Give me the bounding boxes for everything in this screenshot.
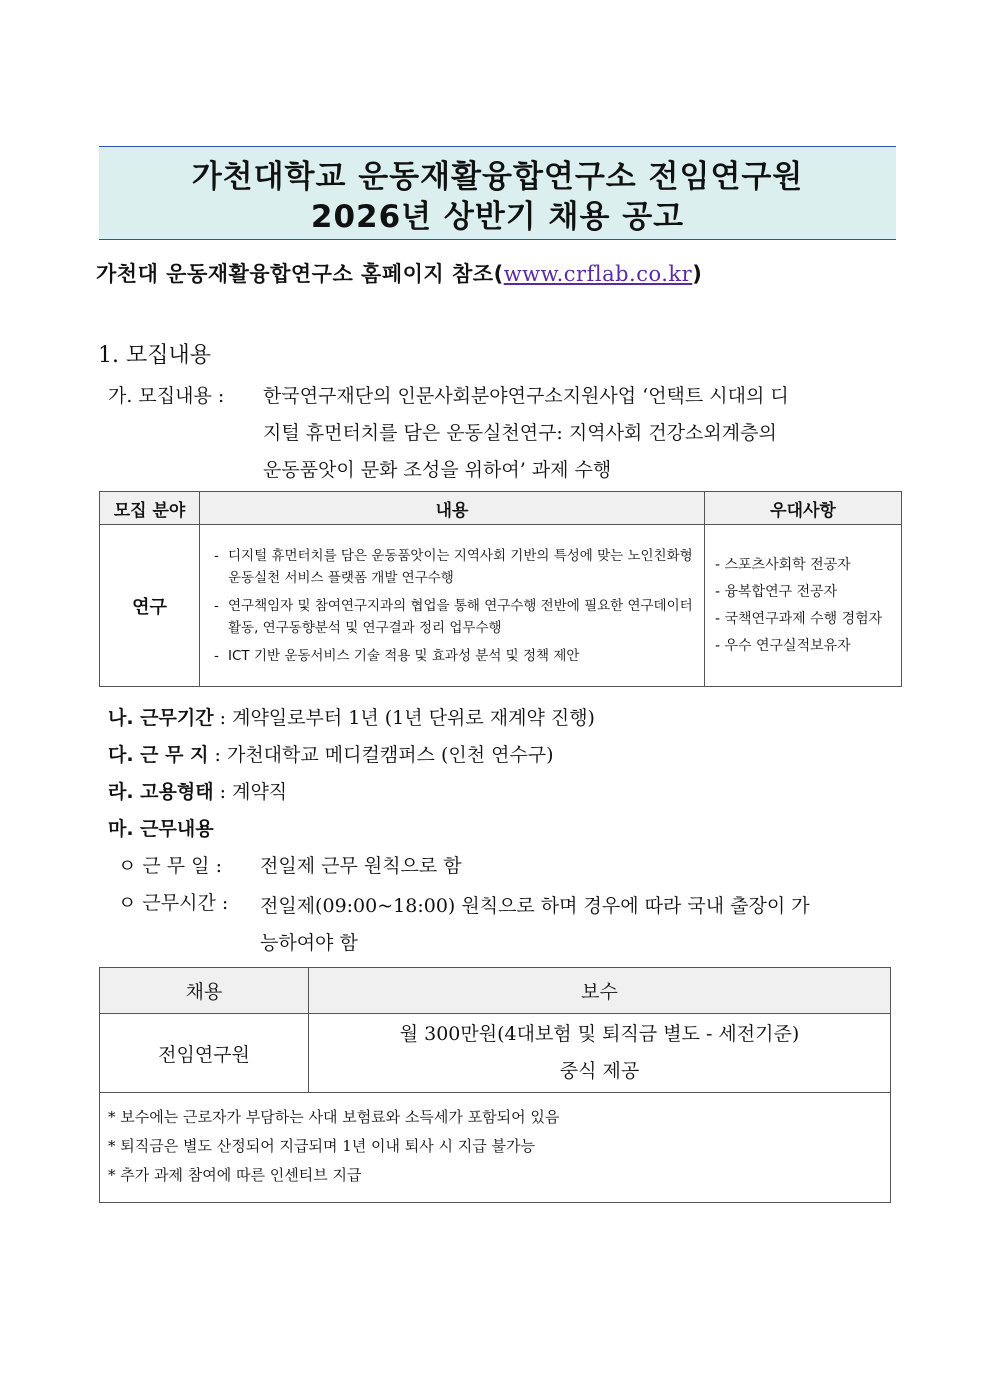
- item-ra-label: 라. 고용형태: [108, 781, 214, 803]
- preference-item: - 융복합연구 전공자: [715, 583, 838, 600]
- position-cell: 전임연구원: [100, 1014, 309, 1093]
- title-banner: [99, 146, 896, 240]
- item-ma: [108, 814, 214, 841]
- sub-workday-label: ㅇ 근 무 일 :: [118, 855, 222, 877]
- content-cell: [200, 525, 705, 687]
- item-ga-body: [263, 378, 898, 489]
- pay-line-2: 중식 제공: [559, 1060, 640, 1082]
- item-na: [108, 703, 595, 730]
- header-preference: 우대사항: [705, 492, 902, 525]
- sub-workhours-line-1: 전일제(09:00~18:00) 원칙으로 하며 경우에 따라 국내 출장이 가: [260, 895, 810, 917]
- notes-row: [100, 1093, 891, 1203]
- note-item: * 추가 과제 참여에 따른 인센티브 지급: [108, 1166, 362, 1184]
- item-ma-label: 마. 근무내용: [108, 818, 214, 840]
- item-ga-line-2: 지털 휴먼터치를 담은 운동실천연구: 지역사회 건강소외계층의: [263, 422, 777, 444]
- title-line-2: 2026년 상반기 채용 공고: [310, 199, 685, 235]
- header-pay: 보수: [309, 968, 891, 1014]
- pay-line-1: 월 300만원(4대보험 및 퇴직금 별도 - 세전기준): [399, 1023, 800, 1045]
- content-bullet: - 디지털 휴먼터치를 담은 운동품앗이는 지역사회 기반의 특성에 맞는 노인친화형 운동실천 서비스 플랫폼 개발 연구수행: [214, 547, 693, 586]
- item-da: [108, 740, 554, 767]
- content-bullet: - ICT 기반 운동서비스 기술 적용 및 효과성 분석 및 정책 제안: [214, 647, 580, 664]
- preference-item: - 국책연구과제 수행 경험자: [715, 610, 883, 627]
- table-row: [100, 1014, 891, 1093]
- note-item: * 퇴직금은 별도 산정되어 지급되며 1년 이내 퇴사 시 지급 불가능: [108, 1137, 535, 1155]
- table-row: [100, 525, 902, 687]
- item-ga-line-3: 운동품앗이 문화 조성을 위하여’ 과제 수행: [263, 459, 612, 481]
- title-line-1: 가천대학교 운동재활융합연구소 전임연구원: [191, 159, 804, 195]
- compensation-table-header: [100, 968, 891, 1014]
- item-ga-label: 가. 모집내용 :: [108, 385, 225, 407]
- preference-cell: [705, 525, 902, 687]
- sub-workhours-line-2: 능하여야 함: [260, 932, 358, 954]
- preference-item: - 스포츠사회학 전공자: [715, 556, 851, 573]
- recruitment-table: [99, 491, 902, 687]
- item-da-value: : 가천대학교 메디컬캠퍼스 (인천 연수구): [208, 744, 554, 766]
- content-text: 연구책임자 및 참여연구지과의 협업을 통해 연구수행 전반에 필요한 연구데이터 활동, 연구동향분석 및 연구결과 정리 업무수행: [228, 597, 693, 636]
- content-text: 디지털 휴먼터치를 담은 운동품앗이는 지역사회 기반의 특성에 맞는 노인친화형 운동실천 서비스 플랫폼 개발 연구수행: [228, 547, 693, 586]
- sub-workday-value: 전일제 근무 원칙으로 함: [260, 855, 462, 877]
- homepage-link[interactable]: www.crflab.co.kr: [503, 262, 693, 286]
- compensation-table: [99, 967, 891, 1203]
- preference-item: - 우수 연구실적보유자: [715, 637, 851, 654]
- sub-workhours-label: ㅇ 근무시간 :: [118, 892, 229, 914]
- item-ga-line-1: 한국연구재단의 인문사회분야연구소지원사업 ‘언택트 시대의 디: [263, 385, 789, 407]
- header-field: 모집 분야: [100, 492, 200, 525]
- content-bullet: - 연구책임자 및 참여연구지과의 협업을 통해 연구수행 전반에 필요한 연구데이터 활동, 연구동향분석 및 연구결과 정리 업무수행: [214, 597, 693, 636]
- section-1-heading: 1. 모집내용: [98, 343, 211, 368]
- item-ra: [108, 777, 287, 804]
- header-content: 내용: [200, 492, 705, 525]
- field-cell: 연구: [100, 525, 200, 687]
- item-ra-value: : 계약직: [213, 781, 288, 803]
- item-na-value: : 계약일로부터 1년 (1년 단위로 재계약 진행): [213, 707, 595, 729]
- content-text: ICT 기반 운동서비스 기술 적용 및 효과성 분석 및 정책 제안: [228, 647, 580, 664]
- homepage-reference: [96, 258, 702, 288]
- recruitment-table-header: [100, 492, 902, 525]
- header-hire: 채용: [100, 968, 309, 1014]
- notes-cell: [100, 1093, 891, 1203]
- item-na-label: 나. 근무기간: [108, 707, 214, 729]
- homepage-prefix: 가천대 운동재활융합연구소 홈페이지 참조(: [96, 262, 504, 286]
- pay-cell: [309, 1014, 891, 1093]
- note-item: * 보수에는 근로자가 부담하는 사대 보험료와 소득세가 포함되어 있음: [108, 1108, 560, 1126]
- item-da-label: 다. 근 무 지: [108, 744, 209, 766]
- homepage-suffix: ): [692, 262, 703, 286]
- sub-workhours-value: [260, 888, 896, 962]
